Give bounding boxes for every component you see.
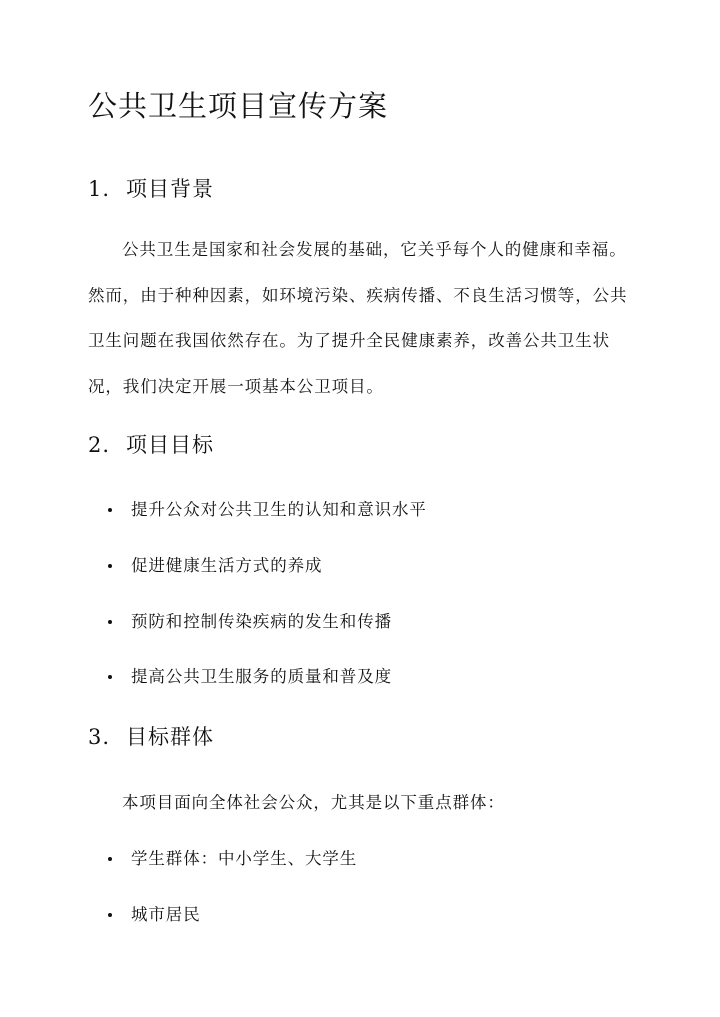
section-heading-background [88, 174, 214, 204]
list-item-text: 预防和控制传染疾病的发生和传播 [131, 612, 392, 631]
list-item-text: 提高公共卫生服务的质量和普及度 [131, 667, 392, 686]
section-number: 3. [88, 725, 111, 749]
section-number: 1. [88, 177, 111, 201]
bullet-icon [108, 564, 112, 568]
list-item-text: 学生群体：中小学生、大学生 [131, 849, 358, 868]
section-number: 2. [88, 433, 111, 457]
background-paragraph: 公共卫生是国家和社会发展的基础，它关乎每个人的健康和幸福。然而，由于种种因素，如环境污染、疾病传播、不良生活习惯等，公共卫生问题在我国依然存在。为了提升全民健康素养，改善公共卫生状况，我们决定开展一项基本公卫项目。 [88, 240, 628, 397]
section-title: 项目背景 [126, 177, 214, 201]
section-heading-goals [88, 430, 214, 460]
section-title: 项目目标 [126, 433, 214, 457]
bullet-icon [108, 857, 112, 861]
document-title: 公共卫生项目宣传方案 [88, 89, 389, 123]
section-heading-target-groups [88, 722, 214, 752]
section-title: 目标群体 [126, 725, 214, 749]
bullet-icon [108, 620, 112, 624]
bullet-icon [108, 675, 112, 679]
bullet-icon [108, 508, 112, 512]
list-item-text: 城市居民 [131, 905, 201, 924]
list-item-text: 提升公众对公共卫生的认知和意识水平 [131, 500, 427, 519]
list-item-text: 促进健康生活方式的养成 [131, 556, 323, 575]
bullet-icon [108, 913, 112, 917]
target-groups-intro: 本项目面向全体社会公众，尤其是以下重点群体： [122, 793, 505, 812]
